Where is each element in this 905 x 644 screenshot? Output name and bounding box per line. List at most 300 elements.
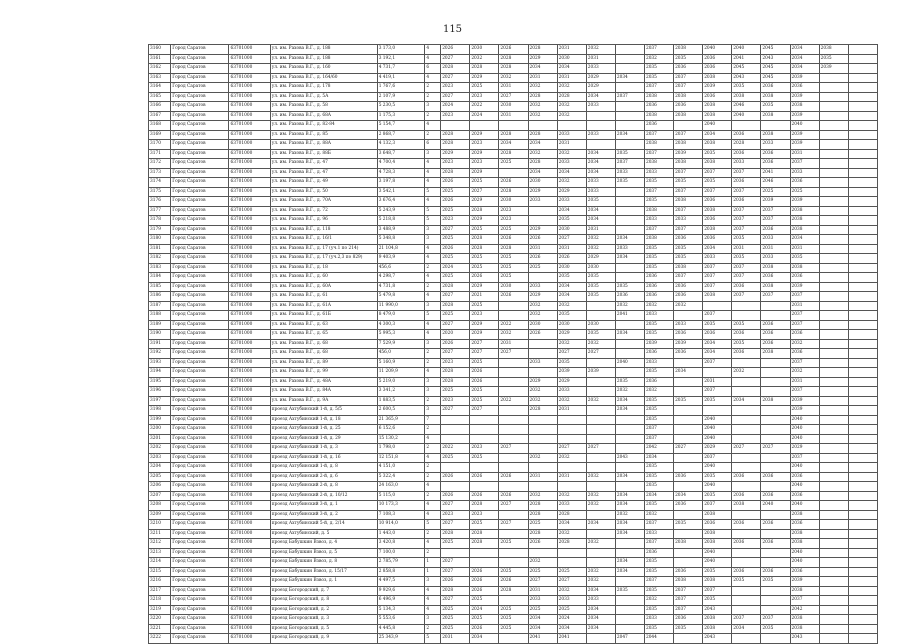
table-cell [848, 349, 877, 359]
table-cell [732, 634, 761, 644]
table-cell: 2035 [703, 596, 732, 606]
table-cell: 2036 [644, 292, 673, 302]
table-cell: 63701000 [229, 634, 270, 644]
table-cell: 3205 [149, 472, 171, 482]
table-cell [819, 434, 848, 444]
table-cell [819, 539, 848, 549]
table-cell [557, 425, 586, 435]
table-cell: 4 300,3 [377, 320, 425, 330]
table-cell [848, 197, 877, 207]
table-cell: 2035 [703, 472, 732, 482]
table-cell: 63701000 [229, 453, 270, 463]
table-cell: 2037 [674, 596, 703, 606]
table-cell: 2035 [732, 339, 761, 349]
table-cell [761, 510, 790, 520]
table-cell: 3190 [149, 330, 171, 340]
table-cell: 4 [425, 453, 441, 463]
table-cell: 2031 [499, 339, 528, 349]
table-cell: 2026 [499, 577, 528, 587]
table-cell: Город Саратов [171, 159, 229, 169]
table-cell: 2040 [703, 482, 732, 492]
table-cell: 2033 [644, 168, 673, 178]
table-cell [819, 634, 848, 644]
table-cell: 2033 [586, 130, 615, 140]
table-cell: 2028 [499, 586, 528, 596]
table-cell [848, 216, 877, 226]
table-cell: 1 767,6 [377, 83, 425, 93]
table-cell: ул. им. Рахова В.Г., д. 9А [270, 396, 377, 406]
table-cell: 2036 [732, 130, 761, 140]
table-cell [499, 301, 528, 311]
table-cell [499, 311, 528, 321]
table-cell [557, 415, 586, 425]
table-cell [819, 273, 848, 283]
table-cell: 2034 [557, 64, 586, 74]
table-cell [732, 377, 761, 387]
table-cell: 2038 [703, 624, 732, 634]
table-cell: 2035 [674, 520, 703, 530]
table-cell: 3167 [149, 111, 171, 121]
table-cell: 2033 [674, 216, 703, 226]
table-cell [848, 263, 877, 273]
table-cell: 3170 [149, 140, 171, 150]
table-cell: 2034 [732, 396, 761, 406]
table-cell: 2033 [644, 358, 673, 368]
table-cell: 2023 [441, 510, 470, 520]
table-row [149, 548, 878, 558]
table-cell [615, 102, 644, 112]
table-cell: 2030 [499, 282, 528, 292]
table-cell: 2032 [674, 301, 703, 311]
table-cell [848, 491, 877, 501]
table-cell: Город Саратов [171, 111, 229, 121]
table-cell [819, 520, 848, 530]
table-cell: 2036 [761, 520, 790, 530]
table-cell: 2036 [732, 472, 761, 482]
table-cell [848, 64, 877, 74]
table-cell: 2035 [644, 624, 673, 634]
table-cell: 2038 [761, 111, 790, 121]
table-cell: 3 542,1 [377, 187, 425, 197]
table-cell: ул. им. Рахова В.Г., д. 47 [270, 159, 377, 169]
table-cell: 2040 [790, 425, 819, 435]
table-cell: 2035 [586, 273, 615, 283]
table-cell: 2022 [499, 396, 528, 406]
table-cell: 4 [425, 368, 441, 378]
table-cell: 5 348,8 [377, 235, 425, 245]
table-cell: 2036 [703, 330, 732, 340]
table-cell: Город Саратов [171, 54, 229, 64]
table-cell [761, 482, 790, 492]
table-cell: 2027 [441, 54, 470, 64]
table-cell: 2034 [586, 520, 615, 530]
table-cell [848, 615, 877, 625]
table-cell: 2028 [557, 92, 586, 102]
table-cell: 2035 [586, 330, 615, 340]
table-cell: 2034 [615, 130, 644, 140]
table-cell: 2036 [761, 273, 790, 283]
table-cell: 2 600,5 [377, 406, 425, 416]
table-cell [848, 121, 877, 131]
table-cell: Город Саратов [171, 225, 229, 235]
table-cell: 3211 [149, 529, 171, 539]
table-cell: 2036 [732, 491, 761, 501]
table-cell: ул. им. Рахова В.Г., д. 5А [270, 92, 377, 102]
table-cell: 2027 [470, 406, 499, 416]
table-cell: 2037 [703, 168, 732, 178]
table-cell: 63701000 [229, 216, 270, 226]
table-cell [528, 548, 557, 558]
table-cell: 2029 [557, 187, 586, 197]
table-body [149, 45, 878, 644]
table-cell: 2039 [557, 368, 586, 378]
table-cell: 2026 [499, 472, 528, 482]
table-cell: 2029 [586, 83, 615, 93]
table-cell: 2036 [703, 216, 732, 226]
table-cell: 2032 [586, 491, 615, 501]
table-cell: 3 488,9 [377, 225, 425, 235]
table-cell [848, 130, 877, 140]
table-cell [761, 586, 790, 596]
table-row [149, 330, 878, 340]
table-cell [615, 216, 644, 226]
table-row [149, 472, 878, 482]
table-cell [528, 121, 557, 131]
table-cell: 2 785,79 [377, 558, 425, 568]
table-cell [761, 453, 790, 463]
table-cell [761, 605, 790, 615]
table-cell: 2026 [528, 539, 557, 549]
table-cell: 63701000 [229, 178, 270, 188]
table-cell: 2034 [586, 586, 615, 596]
table-cell: Город Саратов [171, 121, 229, 131]
table-cell [848, 396, 877, 406]
table-cell: Город Саратов [171, 368, 229, 378]
table-cell [819, 529, 848, 539]
table-cell: 2031 [761, 244, 790, 254]
table-cell: 2036 [674, 282, 703, 292]
table-cell: 2032 [557, 111, 586, 121]
table-cell [615, 444, 644, 454]
table-cell [819, 149, 848, 159]
table-cell: 2031 [732, 244, 761, 254]
table-cell: 2036 [732, 349, 761, 359]
table-cell: 2040 [790, 558, 819, 568]
table-cell: 12 151,8 [377, 453, 425, 463]
table-cell: 2032 [615, 387, 644, 397]
table-cell: 2037 [732, 216, 761, 226]
table-cell: 63701000 [229, 605, 270, 615]
table-cell: 2031 [528, 586, 557, 596]
table-cell: 2027 [441, 92, 470, 102]
table-cell: 2032 [557, 529, 586, 539]
table-cell: 2037 [674, 273, 703, 283]
table-cell [586, 377, 615, 387]
table-cell: 11 990,0 [377, 301, 425, 311]
table-cell: 3181 [149, 244, 171, 254]
table-cell [615, 187, 644, 197]
table-row [149, 377, 878, 387]
table-cell: 2038 [674, 111, 703, 121]
table-cell: 2039 [703, 83, 732, 93]
table-cell [528, 444, 557, 454]
table-cell [819, 406, 848, 416]
table-cell: 2025 [470, 225, 499, 235]
table-cell: 2032 [557, 453, 586, 463]
table-cell: 9 403,9 [377, 254, 425, 264]
table-cell: Город Саратов [171, 273, 229, 283]
table-cell [674, 634, 703, 644]
table-cell: 2026 [441, 197, 470, 207]
table-cell: 2035 [644, 263, 673, 273]
table-cell: 3185 [149, 282, 171, 292]
table-cell: 63701000 [229, 282, 270, 292]
table-cell: 2034 [557, 168, 586, 178]
table-cell: 2037 [674, 168, 703, 178]
table-cell: ул. им. Рахова В.Г., д. 18 [270, 263, 377, 273]
table-cell [732, 358, 761, 368]
table-cell: ул. им. Рахова В.Г., д. 164/60 [270, 73, 377, 83]
table-cell: 4 [425, 168, 441, 178]
table-cell: 2032 [557, 339, 586, 349]
table-cell [557, 434, 586, 444]
table-cell [441, 482, 470, 492]
table-cell: 2040 [732, 45, 761, 55]
table-cell: ул. им. Рахова В.Г., д. 70А [270, 197, 377, 207]
table-cell: 2036 [790, 273, 819, 283]
table-cell: 2038 [790, 510, 819, 520]
table-cell [499, 168, 528, 178]
table-row [149, 83, 878, 93]
table-cell: 2026 [441, 244, 470, 254]
table-cell [819, 111, 848, 121]
table-cell: 2029 [557, 377, 586, 387]
table-cell [499, 558, 528, 568]
table-cell: 2027 [499, 444, 528, 454]
table-cell [674, 482, 703, 492]
table-row [149, 387, 878, 397]
table-cell: 2045 [761, 73, 790, 83]
table-cell: 2026 [528, 235, 557, 245]
table-cell [819, 292, 848, 302]
table-cell: 63701000 [229, 482, 270, 492]
table-cell: 2034 [644, 491, 673, 501]
table-cell [586, 415, 615, 425]
table-row [149, 567, 878, 577]
table-cell: Город Саратов [171, 377, 229, 387]
table-cell: 3180 [149, 235, 171, 245]
table-cell: 2037 [790, 320, 819, 330]
table-cell [761, 558, 790, 568]
table-cell: 2036 [674, 472, 703, 482]
table-cell: 2034 [615, 235, 644, 245]
table-cell: 63701000 [229, 501, 270, 511]
table-cell: 2035 [674, 624, 703, 634]
table-cell: 2025 [441, 254, 470, 264]
table-cell: 2025 [528, 567, 557, 577]
table-cell: 2037 [644, 225, 673, 235]
table-cell: 2030 [499, 102, 528, 112]
table-cell: 2038 [644, 159, 673, 169]
table-cell [615, 548, 644, 558]
table-cell: 2029 [557, 330, 586, 340]
table-cell [615, 206, 644, 216]
table-cell [441, 463, 470, 473]
table-cell: 2025 [441, 235, 470, 245]
table-cell: 2034 [528, 140, 557, 150]
table-cell [761, 425, 790, 435]
table-row [149, 558, 878, 568]
table-cell: 2040 [703, 425, 732, 435]
table-cell: 2040 [790, 415, 819, 425]
table-cell: 2031 [557, 140, 586, 150]
table-cell: 2025 [441, 624, 470, 634]
table-cell: 3161 [149, 54, 171, 64]
table-cell: 3177 [149, 206, 171, 216]
table-cell: 4 445,8 [377, 624, 425, 634]
table-cell [761, 415, 790, 425]
table-cell: 4 497,5 [377, 577, 425, 587]
table-cell [470, 434, 499, 444]
table-cell: 3163 [149, 73, 171, 83]
table-cell: 2033 [528, 282, 557, 292]
table-cell: 2026 [470, 624, 499, 634]
table-cell: 2023 [441, 111, 470, 121]
table-cell: проезд Ахтубинский 1-й, д. 29 [270, 434, 377, 444]
table-cell: 2031 [557, 73, 586, 83]
table-cell: 2033 [586, 187, 615, 197]
table-cell: 4 [425, 482, 441, 492]
table-cell: 2038 [703, 615, 732, 625]
table-cell [848, 140, 877, 150]
table-cell [848, 206, 877, 216]
table-cell: 2028 [441, 168, 470, 178]
table-cell [761, 387, 790, 397]
table-cell: 2033 [761, 140, 790, 150]
table-cell: 2038 [790, 216, 819, 226]
table-cell: проезд Ахтубинский 3-й, д. 1 [270, 501, 377, 511]
table-row [149, 434, 878, 444]
table-cell: 3201 [149, 434, 171, 444]
table-cell [674, 121, 703, 131]
table-cell: 2036 [790, 520, 819, 530]
table-cell [848, 634, 877, 644]
table-cell: 2030 [470, 45, 499, 55]
table-cell [848, 292, 877, 302]
table-cell: 3 [425, 377, 441, 387]
table-cell: 2039 [790, 92, 819, 102]
table-cell: 3166 [149, 102, 171, 112]
table-cell [528, 368, 557, 378]
table-cell: 9 929,6 [377, 586, 425, 596]
table-cell: 2032 [528, 491, 557, 501]
table-cell [848, 282, 877, 292]
table-cell [761, 463, 790, 473]
table-cell: 2027 [586, 349, 615, 359]
table-row [149, 301, 878, 311]
table-cell: 2033 [790, 168, 819, 178]
table-cell: ул. им. Рахова В.Г., д. 60 [270, 273, 377, 283]
table-cell: 63701000 [229, 615, 270, 625]
table-row [149, 54, 878, 64]
table-cell: 2038 [674, 159, 703, 169]
table-cell: 2027 [441, 73, 470, 83]
table-cell: 2025 [441, 539, 470, 549]
table-cell: 2026 [470, 377, 499, 387]
table-cell [441, 425, 470, 435]
table-cell: 63701000 [229, 92, 270, 102]
table-cell: 5 [425, 520, 441, 530]
table-cell [819, 235, 848, 245]
table-cell: 2038 [761, 396, 790, 406]
table-cell [499, 358, 528, 368]
table-cell: 2028 [732, 140, 761, 150]
table-cell: 5 230,5 [377, 102, 425, 112]
table-cell: 2026 [499, 491, 528, 501]
table-cell: 2036 [615, 292, 644, 302]
table-row [149, 444, 878, 454]
table-cell [441, 415, 470, 425]
table-cell: 2042 [644, 444, 673, 454]
table-cell [499, 453, 528, 463]
table-cell [470, 121, 499, 131]
table-cell [819, 615, 848, 625]
table-row [149, 501, 878, 511]
table-cell: 63701000 [229, 567, 270, 577]
table-cell [819, 282, 848, 292]
table-row [149, 406, 878, 416]
table-cell: 2024 [441, 263, 470, 273]
table-cell: 2038 [674, 263, 703, 273]
table-cell: 2035 [557, 358, 586, 368]
table-cell [819, 387, 848, 397]
table-cell [528, 482, 557, 492]
table-cell: 2037 [703, 387, 732, 397]
table-cell: 2026 [470, 273, 499, 283]
table-cell: 63701000 [229, 54, 270, 64]
table-cell: 63701000 [229, 377, 270, 387]
table-cell [819, 159, 848, 169]
table-cell: Город Саратов [171, 330, 229, 340]
table-cell: 2031 [790, 244, 819, 254]
table-cell: 2031 [528, 472, 557, 482]
table-row [149, 273, 878, 283]
table-cell: проезд Бабушкин Взвоз, д. 1 [270, 577, 377, 587]
table-cell: 2036 [732, 539, 761, 549]
table-cell [848, 225, 877, 235]
table-cell: 2037 [644, 520, 673, 530]
table-cell: 2027 [528, 577, 557, 587]
table-cell: 2037 [732, 168, 761, 178]
table-cell [499, 463, 528, 473]
table-cell: ул. им. Рахова В.Г., д. 60А [270, 282, 377, 292]
table-cell: 2036 [703, 64, 732, 74]
table-cell: 2 [425, 425, 441, 435]
table-cell: 2031 [790, 149, 819, 159]
table-cell: 2022 [470, 102, 499, 112]
table-cell: 3220 [149, 615, 171, 625]
table-cell [848, 168, 877, 178]
table-cell: Город Саратов [171, 425, 229, 435]
table-cell [848, 368, 877, 378]
table-cell: 2033 [557, 197, 586, 207]
table-row [149, 254, 878, 264]
table-cell: 2037 [674, 605, 703, 615]
table-cell: 4 [425, 539, 441, 549]
table-cell: 2035 [732, 577, 761, 587]
table-cell: 2039 [790, 197, 819, 207]
table-cell [557, 482, 586, 492]
